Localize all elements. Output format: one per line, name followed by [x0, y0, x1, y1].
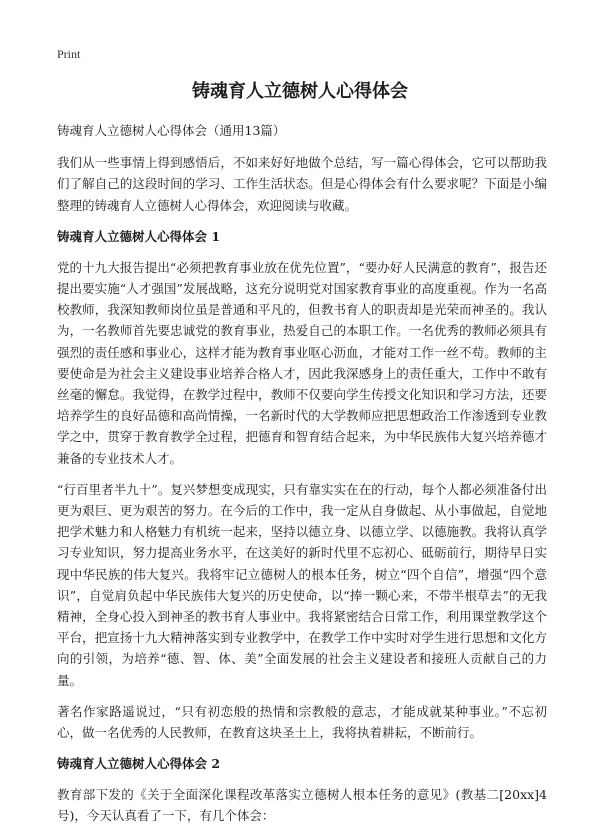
section-1-paragraph-2: “行百里者半九十”。复兴梦想变成现实，只有靠实实在在的行动，每个人都必须准备付出更为艰巨、更为艰苦的努力。在今后的工作中，我一定从自身做起、从小事做起，自觉地把学术魅力和人格魅力有机统一起来，坚持以德立身、以德立学、以德施教。我将认真学习专业知识，努力提高业务水平，在这美好的新时代里不忘初心、砥砺前行，期待早日实现中华民族的伟大复兴。我将牢记立德树人的根本任务，树立“四个自信”，增强“四个意识”，自觉肩负起中华民族伟大复兴的历史使命，以“捧一颗心来，不带半根草去”的无我精神，全身心投入到神圣的教书育人事业中。我将紧密结合日常工作，利用课堂教学这个平台，把宣扬十九大精神落实到专业教学中，在教学工作中实时对学生进行思想和文化方向的引领，为培养“德、智、体、美”全面发展的社会主义建设者和接班人贡献自己的力量。 — [57, 481, 547, 688]
section-1-paragraph-1: 党的十九大报告提出“必须把教育事业放在优先位置”，“要办好人民满意的教育”，报告还提出要实施“人才强国”发展战略，这充分说明党对国家教育事业的高度重视。作为一名高校教师，我深知教师岗位虽是普通和平凡的，但教书育人的职责却是光荣而神圣的。我认为，一名教师首先要忠诚党的教育事业，热爱自己的本职工作。一名优秀的教师必须具有强烈的责任感和事业心，这样才能为教育事业呕心沥血，才能对工作一丝不苟。教师的主要使命是为社会主义建设事业培养合格人才，因此我深感身上的责任重大，工作中不敢有丝毫的懈怠。我觉得，在教学过程中，教师不仅要向学生传授文化知识和学习方法，还要培养学生的良好品德和高尚情操，一名新时代的大学教师应把思想政治工作渗透到专业教学之中，贯穿于教育教学全过程，把德育和智育结合起来，为中华民族伟大复兴培养德才兼备的专业技术人才。 — [57, 259, 547, 466]
document-subtitle: 铸魂育人立德树人心得体会（通用13篇） — [57, 123, 286, 138]
page-title: 铸魂育人立德树人心得体会 — [192, 81, 408, 102]
section-heading-1: 铸魂育人立德树人心得体会 1 — [57, 228, 221, 244]
print-link[interactable]: Print — [57, 47, 81, 61]
section-1-paragraph-3: 著名作家路遥说过，“只有初恋般的热情和宗教般的意志，才能成就某种事业。”不忘初心，做一名优秀的人民教师，在教育这块圣土上，我将执着耕耘，不断前行。 — [57, 703, 547, 741]
section-heading-2: 铸魂育人立德树人心得体会 2 — [57, 756, 221, 772]
document-body — [57, 120, 547, 837]
section-2-paragraph-1: 教育部下发的《关于全面深化课程改革落实立德树人根本任务的意见》(教基二[20xx]4 号)，今天认真看了一下，有几个体会： — [57, 787, 547, 824]
intro-paragraph: 我们从一些事情上得到感悟后，不如来好好地做个总结，写一篇心得体会，它可以帮助我们了解自己的这段时间的学习、工作生活状态。但是心得体会有什么要求呢？下面是小编整理的铸魂育人立德树人心得体会，欢迎阅读与收藏。 — [57, 155, 547, 213]
